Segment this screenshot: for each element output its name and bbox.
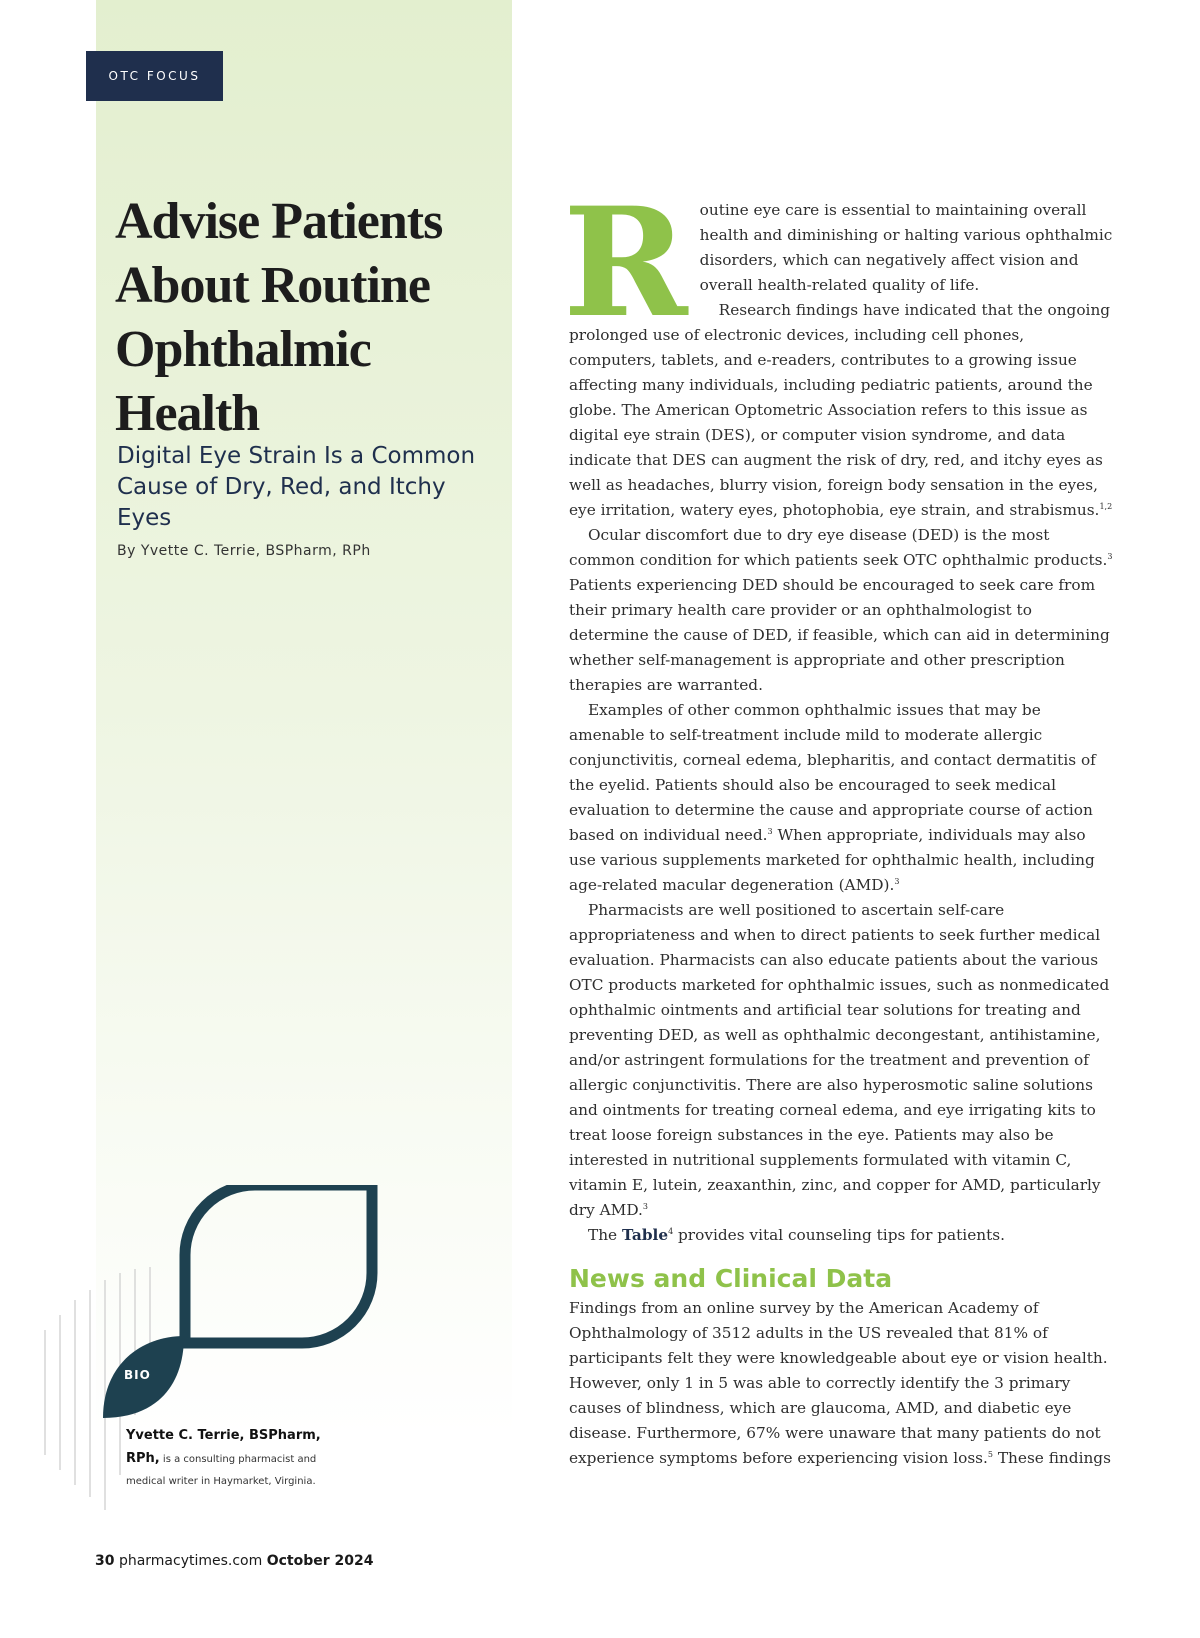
citation: 3 <box>642 1201 648 1211</box>
table-reference: Table <box>621 1226 669 1244</box>
paragraph-table-ref: The Table$^4$ provides vital counseling tips for patients. <box>588 1226 1005 1244</box>
bio-description: is a consulting pharmacist and medical writer in Haymarket, Virginia. <box>126 1454 317 1487</box>
citation: 3 <box>1107 551 1113 561</box>
citation: 3 <box>894 876 900 886</box>
citation: 1,2 <box>1099 501 1113 511</box>
paragraph-intro: Routine eye care is essential to maintaining overall health and diminishing or halting various ophthalmic disorders, which can negatively affect vision and overall health-related quality of life. <box>563 175 1113 351</box>
page-number: 30 <box>95 1553 115 1569</box>
paragraph-pharmacists: Pharmacists are well positioned to ascertain self-care appropriateness and when to direct patients to seek further medical evaluation. Pharmacists can also educate patients about the various OTC products marketed for ophthalmic issues, such as nonmedicated ophthalmic ointments and artificial tear solutions for treating and preventing DED, as well as ophthalmic decongestant, antihistamine, and/or astringent formulations for the treatment and prevention of allergic conjunctivitis. There are also hyperosmotic saline solutions and ointments for treating corneal edema, and eye irrigating kits to treat loose foreign substances in the eye. Patients may also be interested in nutritional supplements formulated with vitamin C, vitamin E, lutein, zeaxanthin, zinc, and copper for AMD, particularly dry AMD.$^3$ <box>569 901 1110 1219</box>
bio-name: Yvette C. Terrie, BSPharm, RPh, <box>126 1428 321 1466</box>
paragraph-survey: Findings from an online survey by the American Academy of Ophthalmology of 3512 adults in the US revealed that 81% of participants felt they were knowledgeable about eye or vision health. However, only 1 in 5 was able to correctly identify the 3 primary causes of blindness, which are glaucoma, AMD, and diabetic eye disease. Furthermore, 67% were unaware that many patients do not experience symptoms before experiencing vision loss.$^5$ These findings <box>569 1299 1111 1467</box>
headline: Advise Patients About Routine Ophthalmic Health <box>115 193 443 442</box>
byline: By Yvette C. Terrie, BSPharm, RPh <box>117 543 371 559</box>
citation: 5 <box>987 1449 993 1459</box>
article-body <box>563 175 1114 1471</box>
leaf-outline-icon <box>185 1185 372 1343</box>
issue-date: October 2024 <box>266 1553 374 1569</box>
drop-cap: R <box>563 175 688 351</box>
subheadline: Digital Eye Strain Is a Common Cause of Dry, Red, and Itchy Eyes <box>117 443 476 531</box>
site-name: pharmacytimes.com <box>118 1553 263 1569</box>
page-footer <box>95 1553 374 1569</box>
section-heading: News and Clinical Data <box>569 1264 893 1293</box>
paragraph-des: Research findings have indicated that the ongoing prolonged use of electronic devices, including cell phones, computers, tablets, and e-readers, contributes to a growing issue affecting many individuals, including pediatric patients, around the globe. The American Optometric Association refers to this issue as digital eye strain (DES), or computer vision syndrome, and data indicate that DES can augment the risk of dry, red, and itchy eyes as well as headaches, blurry vision, foreign body sensation in the eyes, eye irritation, watery eyes, photophobia, eye strain, and strabismus.$^{1,2}$ <box>569 301 1113 519</box>
section-tag: OTC FOCUS <box>86 51 223 101</box>
citation: 4 <box>668 1226 674 1236</box>
citation: 3 <box>767 826 773 836</box>
bio-badge: BIO <box>124 1368 151 1382</box>
author-bio <box>126 1425 346 1493</box>
paragraph-other-issues: Examples of other common ophthalmic issues that may be amenable to self-treatment include mild to moderate allergic conjunctivitis, corneal edema, blepharitis, and contact dermatitis of the eyelid. Patients should also be encouraged to seek medical evaluation to determine the cause and appropriate course of action based on individual need.$^3$ When appropriate, individuals may also use various supplements marketed for ophthalmic health, including age-related macular degeneration (AMD).$^3$ <box>569 701 1096 894</box>
paragraph-ded: Ocular discomfort due to dry eye disease (DED) is the most common condition for which patients seek OTC ophthalmic products.$^3$ Patients experiencing DED should be encouraged to seek care from their primary health care provider or an ophthalmologist to determine the cause of DED, if feasible, which can aid in determining whether self-management is appropriate and other prescription therapies are warranted. <box>569 526 1113 694</box>
